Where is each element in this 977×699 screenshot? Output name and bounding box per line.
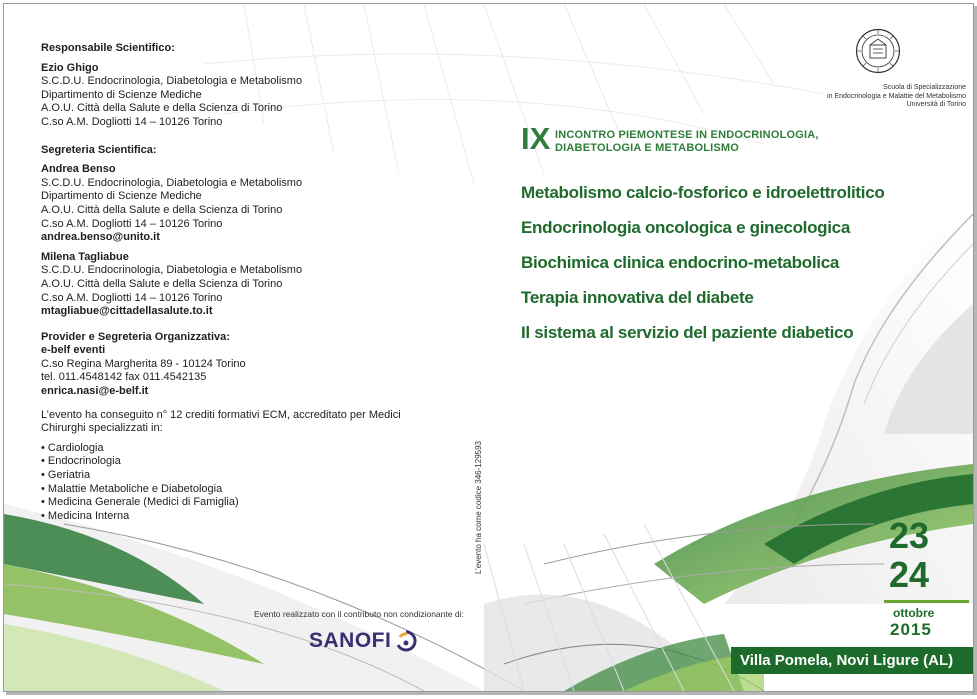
address-line: A.O.U. Città della Salute e della Scienza di Torino: [41, 203, 283, 216]
email-link[interactable]: enrica.nasi@e-belf.it: [41, 385, 149, 398]
school-line: Scuola di Specializzazione: [883, 84, 966, 91]
address-line: A.O.U. Città della Salute e della Scienza di Torino: [41, 102, 283, 115]
event-code: L’evento ha come codice 346-129593: [474, 441, 483, 574]
brochure-page: [4, 4, 973, 691]
list-item: • Medicina Generale (Medici di Famiglia): [41, 496, 441, 510]
section-label: Segreteria Scientifica:: [41, 143, 157, 156]
venue-banner: Villa Pomela, Novi Ligure (AL): [731, 647, 973, 674]
list-item: • Medicina Interna: [41, 510, 441, 524]
event-title-line: INCONTRO PIEMONTESE IN ENDOCRINOLOGIA,: [555, 129, 819, 141]
event-title-line: DIABETOLOGIA E METABOLISMO: [555, 141, 740, 154]
sanofi-logo: [309, 629, 417, 653]
responsabile-section: [41, 42, 441, 130]
list-item: • Geriatria: [41, 469, 441, 483]
ecm-text: L’evento ha conseguito n° 12 crediti formativi ECM, accreditato per Medici Chirurghi specializzati in:: [41, 408, 401, 435]
school-line: Università di Torino: [906, 101, 966, 108]
provider-section: [41, 331, 441, 399]
edition-number: IX: [521, 121, 551, 156]
topic-item: Il sistema al servizio del paziente diabetico: [521, 323, 854, 342]
date-month: ottobre: [893, 606, 935, 620]
segreteria-section: [41, 144, 441, 319]
topic-item: Biochimica clinica endocrino-metabolica: [521, 253, 839, 272]
address-line: C.so A.M. Dogliotti 14 – 10126 Torino: [41, 291, 223, 304]
address-line: S.C.D.U. Endocrinologia, Diabetologia e Metabolismo: [41, 264, 303, 277]
provider-name: e-belf eventi: [41, 344, 106, 357]
person-name: Milena Tagliabue: [41, 250, 129, 263]
email-link[interactable]: mtagliabue@cittadellasalute.to.it: [41, 305, 213, 318]
list-item: • Malattie Metaboliche e Diabetologia: [41, 483, 441, 497]
topic-item: Endocrinologia oncologica e ginecologica: [521, 218, 850, 237]
topic-item: Metabolismo calcio-fosforico e idroelettrolitico: [521, 183, 885, 202]
date-divider: [884, 600, 969, 603]
specialties-list: [41, 442, 441, 524]
section-label: Responsabile Scientifico:: [41, 42, 175, 54]
address-line: Dipartimento di Scienze Mediche: [41, 88, 202, 101]
address-line: C.so Regina Margherita 89 - 10124 Torino: [41, 357, 246, 370]
address-line: S.C.D.U. Endocrinologia, Diabetologia e Metabolismo: [41, 75, 303, 88]
topic-item: Terapia innovativa del diabete: [521, 288, 754, 307]
address-line: tel. 011.4548142 fax 011.4542135: [41, 371, 207, 384]
contribution-note: Evento realizzato con il contributo non condizionante di:: [254, 609, 464, 619]
date-day-1: 23: [889, 515, 930, 556]
section-label: Provider e Segreteria Organizzativa:: [41, 330, 230, 343]
date-day-2: 24: [889, 554, 930, 595]
school-line: in Endocrinologia e Malattie del Metabolismo: [827, 92, 966, 100]
person-name: Ezio Ghigo: [41, 61, 99, 74]
address-line: C.so A.M. Dogliotti 14 – 10126 Torino: [41, 217, 223, 230]
list-item: • Endocrinologia: [41, 455, 441, 469]
email-link[interactable]: andrea.benso@unito.it: [41, 231, 160, 244]
address-line: S.C.D.U. Endocrinologia, Diabetologia e Metabolismo: [41, 176, 303, 189]
date-year: 2015: [890, 620, 932, 639]
person-name: Andrea Benso: [41, 163, 116, 176]
sanofi-swirl-icon: [395, 630, 417, 652]
address-line: A.O.U. Città della Salute e della Scienza di Torino: [41, 277, 283, 290]
list-item: • Cardiologia: [41, 442, 441, 456]
topics-list: [521, 182, 884, 357]
school-name: [784, 84, 966, 110]
address-line: Dipartimento di Scienze Mediche: [41, 190, 202, 203]
left-panel: [41, 42, 441, 523]
address-line: C.so A.M. Dogliotti 14 – 10126 Torino: [41, 115, 223, 128]
university-seal-icon: [855, 28, 901, 74]
event-title: [555, 129, 819, 154]
sponsor-name: SANOFI: [309, 629, 392, 652]
